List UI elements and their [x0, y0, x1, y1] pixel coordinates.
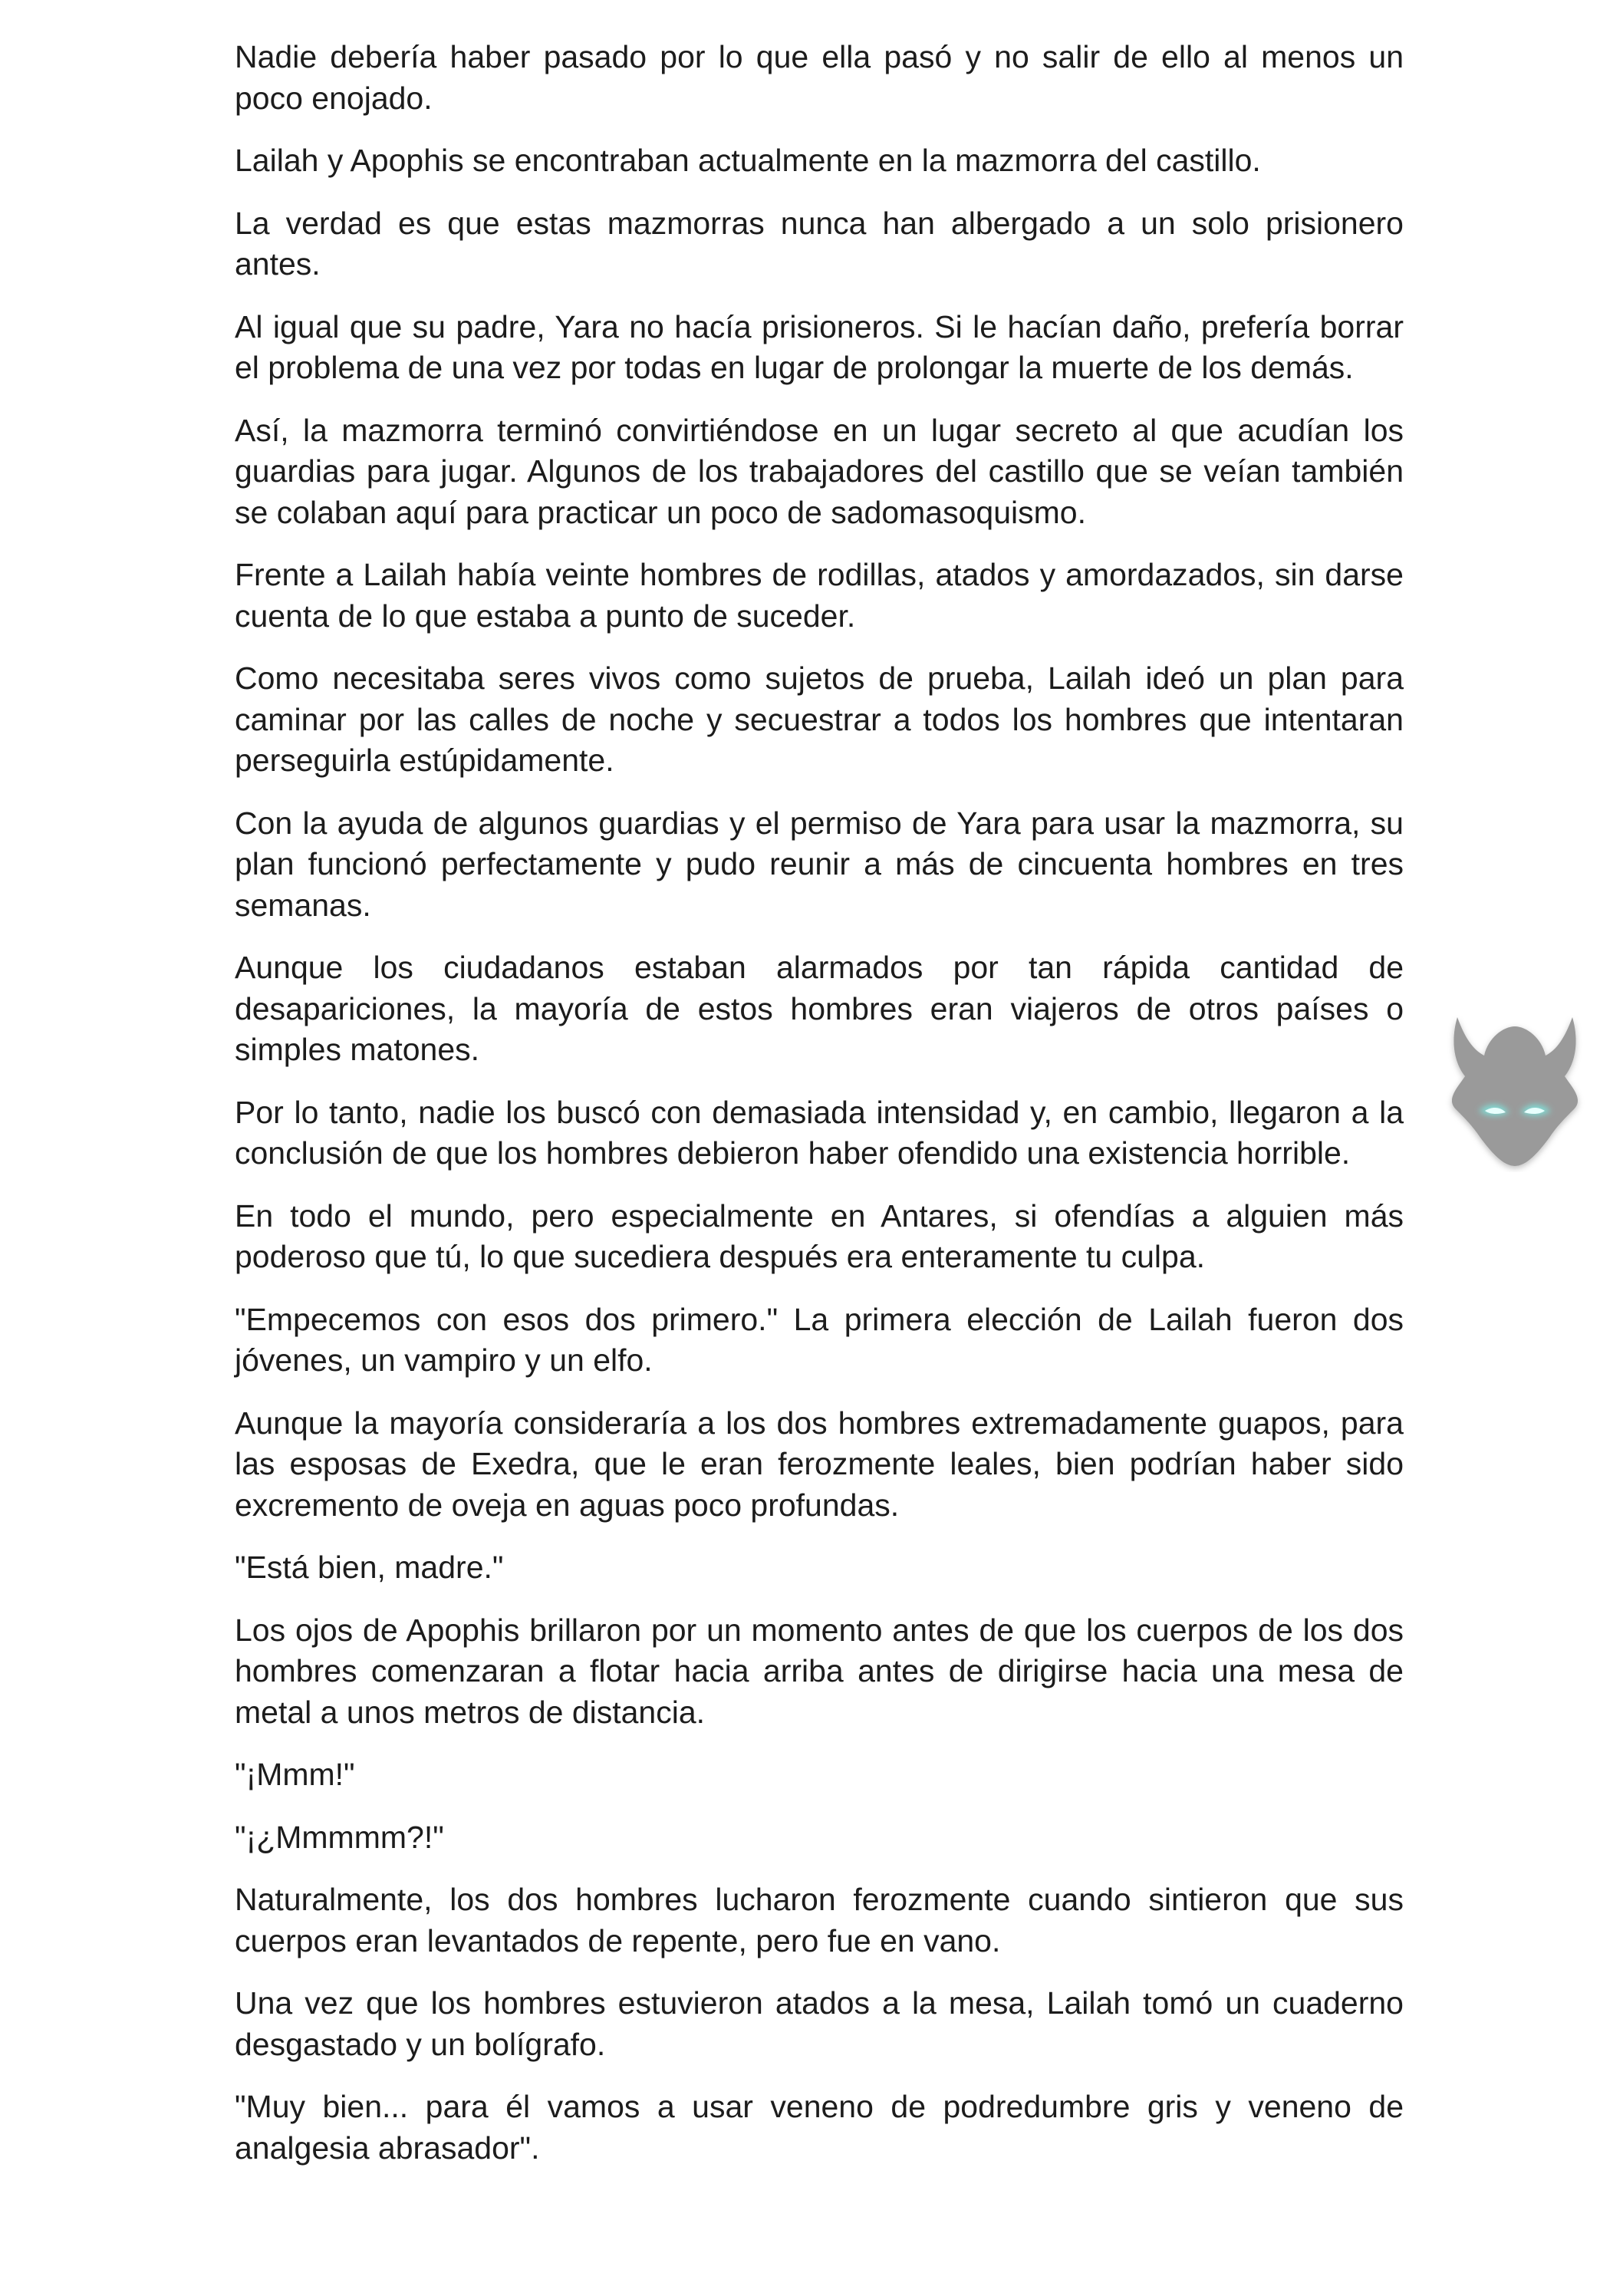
paragraph: Lailah y Apophis se encontraban actualmente en la mazmorra del castillo.	[235, 143, 1261, 178]
paragraph: Así, la mazmorra terminó convirtiéndose en un lugar secreto al que acudían los guardias para jugar. Algunos de los trabajadores del castillo que se veían también se colaban aquí para practicar un poco de sadomasoquismo.	[235, 412, 1404, 530]
paragraph: "¡¿Mmmmm?!"	[235, 1819, 444, 1855]
demon-head-icon	[1442, 996, 1588, 1172]
paragraph: "Está bien, madre."	[235, 1550, 504, 1585]
text-body	[235, 37, 1404, 2190]
paragraph: Con la ayuda de algunos guardias y el permiso de Yara para usar la mazmorra, su plan funcionó perfectamente y pudo reunir a más de cincuenta hombres en tres semanas.	[235, 805, 1404, 923]
paragraph: Aunque los ciudadanos estaban alarmados por tan rápida cantidad de desapariciones, la mayoría de estos hombres eran viajeros de otros países o simples matones.	[235, 950, 1404, 1067]
paragraph: Al igual que su padre, Yara no hacía prisioneros. Si le hacían daño, prefería borrar el problema de una vez por todas en lugar de prolongar la muerte de los demás.	[235, 308, 1404, 385]
paragraph: "Muy bien... para él vamos a usar veneno de podredumbre gris y veneno de analgesia abrasador".	[235, 2089, 1404, 2166]
paragraph: Aunque la mayoría consideraría a los dos hombres extremadamente guapos, para las esposas de Exedra, que le eran ferozmente leales, bien podrían haber sido excremento de oveja en aguas poco profundas.	[235, 1405, 1404, 1523]
paragraph: Frente a Lailah había veinte hombres de rodillas, atados y amordazados, sin darse cuenta de lo que estaba a punto de suceder.	[235, 557, 1404, 634]
paragraph: "¡Mmm!"	[235, 1757, 355, 1792]
paragraph: "Empecemos con esos dos primero." La primera elección de Lailah fueron dos jóvenes, un vampiro y un elfo.	[235, 1301, 1404, 1378]
paragraph: En todo el mundo, pero especialmente en Antares, si ofendías a alguien más poderoso que tú, lo que sucediera después era enteramente tu culpa.	[235, 1197, 1404, 1274]
paragraph: La verdad es que estas mazmorras nunca han albergado a un solo prisionero antes.	[235, 205, 1404, 282]
paragraph: Una vez que los hombres estuvieron atados a la mesa, Lailah tomó un cuaderno desgastado y un bolígrafo.	[235, 1985, 1404, 2062]
paragraph: Los ojos de Apophis brillaron por un momento antes de que los cuerpos de los dos hombres comenzaran a flotar hacia arriba antes de dirigirse hacia una mesa de metal a unos metros de distancia.	[235, 1612, 1404, 1730]
paragraph: Por lo tanto, nadie los buscó con demasiada intensidad y, en cambio, llegaron a la conclusión de que los hombres debieron haber ofendido una existencia horrible.	[235, 1094, 1404, 1171]
paragraph: Como necesitaba seres vivos como sujetos de prueba, Lailah ideó un plan para caminar por las calles de noche y secuestrar a todos los hombres que intentaran perseguirla estúpidamente.	[235, 660, 1404, 778]
paragraph: Nadie debería haber pasado por lo que ella pasó y no salir de ello al menos un poco enojado.	[235, 39, 1404, 116]
paragraph: Naturalmente, los dos hombres lucharon ferozmente cuando sintieron que sus cuerpos eran levantados de repente, pero fue en vano.	[235, 1882, 1404, 1958]
